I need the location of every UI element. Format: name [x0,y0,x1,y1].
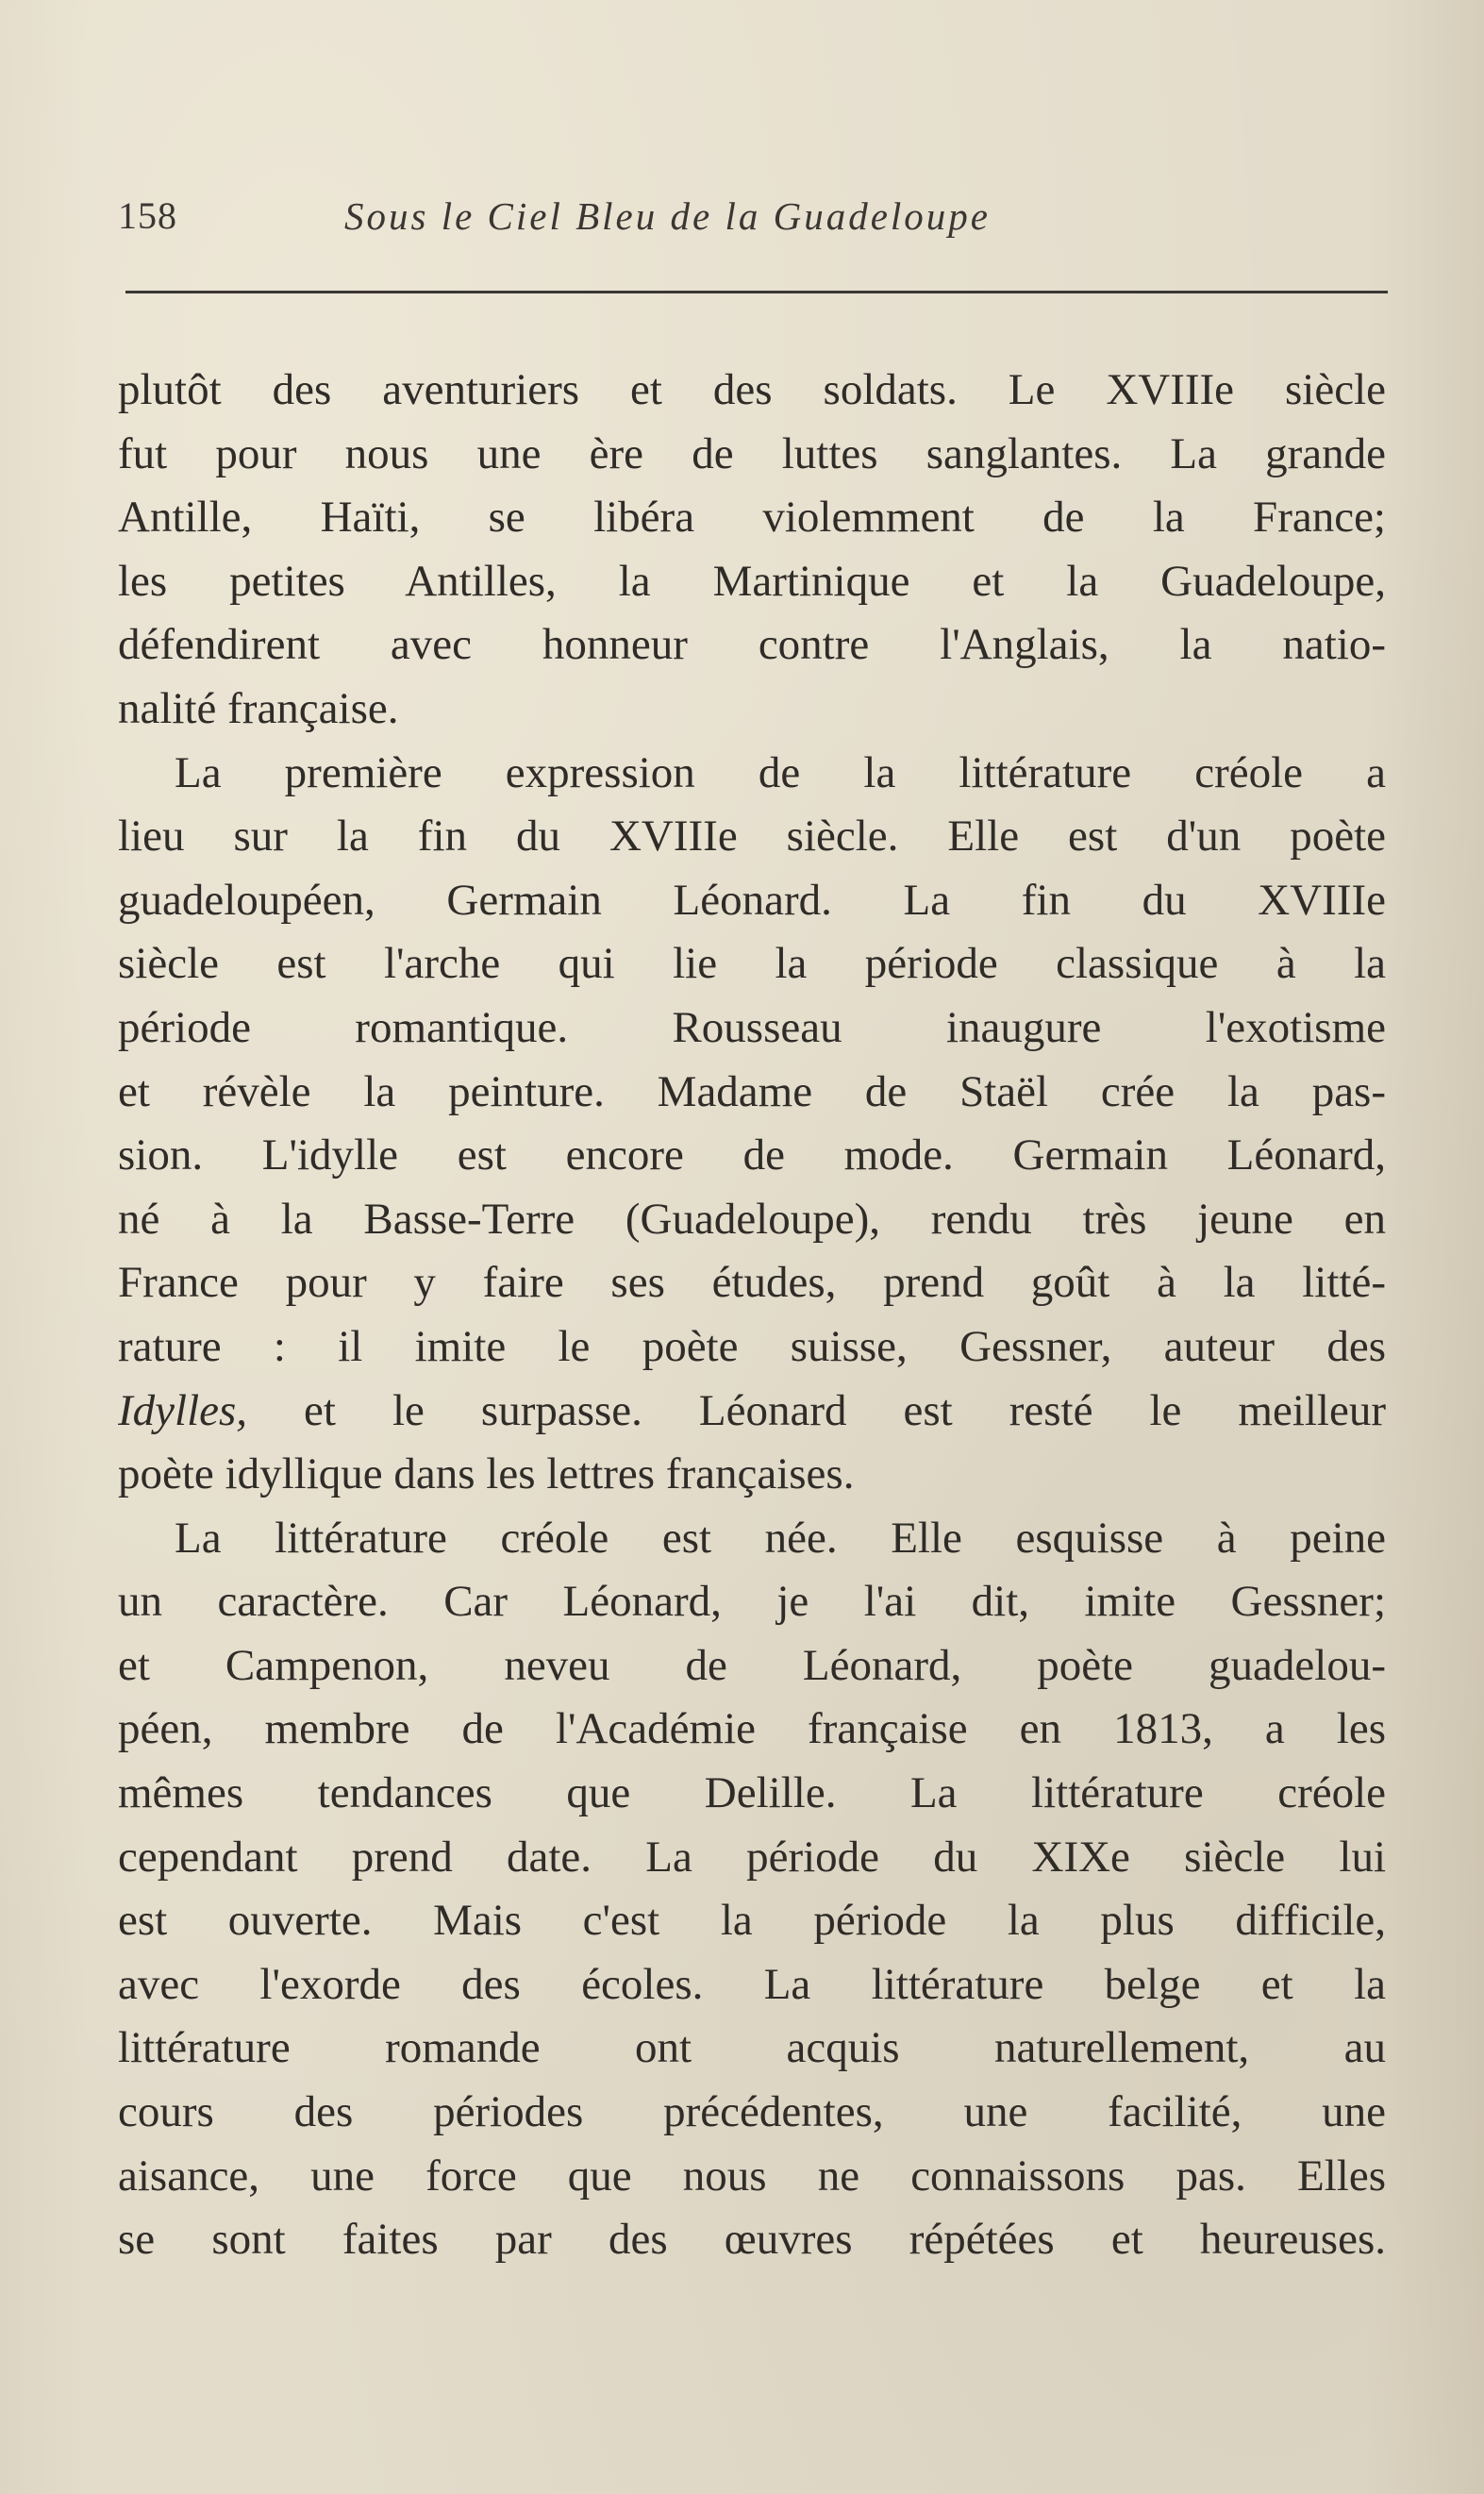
text-line: aisance, une force que nous ne connaissons pas. Elles [118,2151,1386,2201]
text-line: rature : il imite le poète suisse, Gessner, auteur des [118,1321,1386,1371]
text-line: Antille, Haïti, se libéra violemment de la France; [118,493,1386,543]
text-line: sion. L'idylle est encore de mode. Germain Léonard, [118,1130,1386,1180]
text-line: France pour y faire ses études, prend goût à la litté- [118,1258,1386,1308]
text-line: nalité française. [118,683,399,733]
header-rule [125,291,1388,293]
text-line: guadeloupéen, Germain Léonard. La fin du XVIIIe [118,875,1386,925]
text-line: période romantique. Rousseau inaugure l'exotisme [118,1002,1386,1052]
paragraph-start-line: La littérature créole est née. Elle esquisse à peine [175,1513,1386,1563]
text-line: cours des périodes précédentes, une facilité, une [118,2087,1386,2137]
text-line: cependant prend date. La période du XIXe siècle lui [118,1832,1386,1882]
text-line: et révèle la peinture. Madame de Staël crée la pas- [118,1066,1386,1116]
body-text [118,359,1386,2272]
text-line: plutôt des aventuriers et des soldats. Le XVIIIe siècle [118,365,1386,414]
text-line: les petites Antilles, la Martinique et la Guadeloupe, [118,556,1386,606]
text-line: littérature romande ont acquis naturellement, au [118,2023,1386,2073]
text-line: et Campenon, neveu de Léonard, poète guadelou- [118,1640,1386,1690]
text-line: poète idyllique dans les lettres françaises. [118,1449,855,1499]
text-line: lieu sur la fin du XVIIIe siècle. Elle est d'un poète [118,812,1386,862]
text-line: avec l'exorde des écoles. La littérature belge et la [118,1959,1386,2009]
running-head [118,193,1392,250]
text-line: péen, membre de l'Académie française en 1813, a les [118,1704,1386,1754]
text-line: est ouverte. Mais c'est la période la plus difficile, [118,1896,1386,1946]
text-line: siècle est l'arche qui lie la période classique à la [118,939,1386,989]
paragraph-start-line: La première expression de la littérature créole a [175,747,1386,797]
text-line: fut pour nous une ère de luttes sanglantes. La grande [118,428,1386,478]
text-line [118,1380,1386,1444]
text-line: mêmes tendances que Delille. La littérature créole [118,1768,1386,1818]
running-title: Sous le Ciel Bleu de la Guadeloupe [344,194,991,238]
text-line: se sont faites par des œuvres répétées et heureuses. [118,2215,1386,2265]
text-line-rest: et le surpasse. Léonard est resté le meilleur [304,1385,1386,1435]
italic-work-title: Idylles, [118,1385,248,1435]
text-line: né à la Basse-Terre (Guadeloupe), rendu très jeune en [118,1194,1386,1244]
page-number: 158 [118,194,177,237]
text-line: défendirent avec honneur contre l'Anglais, la natio- [118,620,1386,670]
text-line: un caractère. Car Léonard, je l'ai dit, imite Gessner; [118,1577,1386,1627]
